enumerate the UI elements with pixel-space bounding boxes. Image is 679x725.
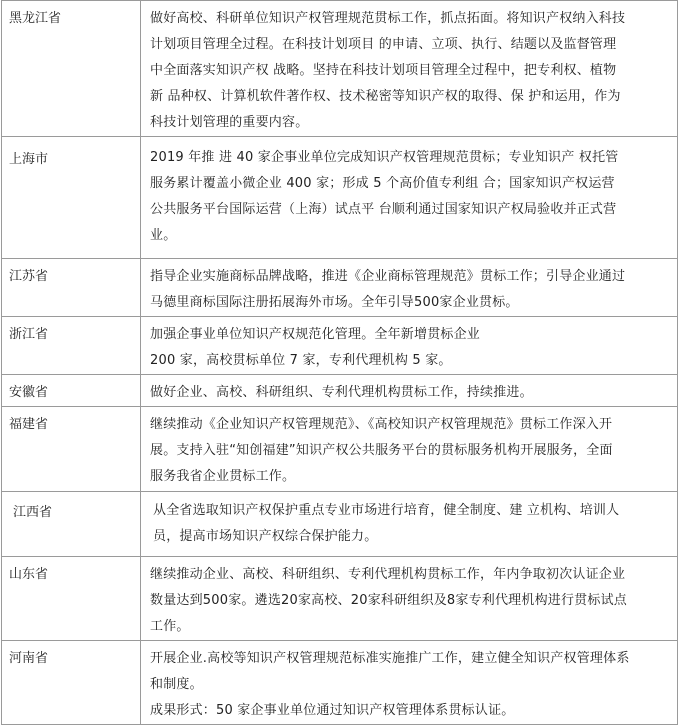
description-cell: [141, 492, 678, 557]
province-cell: 安徽省: [2, 375, 141, 407]
table-row: [2, 492, 678, 557]
description-line: 工作。: [150, 619, 190, 634]
description-line: 新 品种权、计算机软件著作权、技术秘密等知识产权的取得、保 护和运用，作为: [150, 89, 621, 104]
description-line: 展。支持入驻“知创福建”知识产权公共服务平台的贯标服务机构开展服务，全面: [150, 443, 613, 458]
description-line: 员，提高市场知识产权综合保护能力。: [153, 529, 378, 544]
description-line: 成果形式：50 家企事业单位通过知识产权管理体系贯标认证。: [150, 703, 515, 718]
province-cell: 河南省: [2, 641, 141, 725]
description-cell: [141, 407, 678, 492]
province-cell: 江苏省: [2, 259, 141, 317]
description-line: 中全面落实知识产权 战略。坚持在科技计划项目管理全过程中，把专利权、植物: [150, 63, 617, 78]
description-line: 公共服务平台国际运营（上海）试点平 台顺利通过国家知识产权局验收并正式营: [150, 202, 617, 217]
description-line: 做好高校、科研单位知识产权管理规范贯标工作，抓点拓面。将知识产权纳入科技: [150, 11, 626, 26]
table-row: [2, 1, 678, 137]
description-line: 马德里商标国际注册拓展海外市场。全年引导500家企业贯标。: [150, 295, 519, 310]
description-cell: [141, 375, 678, 407]
table-row: [2, 259, 678, 317]
description-line: 和制度。: [150, 677, 203, 692]
province-cell: 浙江省: [2, 317, 141, 375]
description-line: 科技计划管理的重要内容。: [150, 115, 309, 130]
description-line: 数量达到500家。遴选20家高校、20家科研组织及8家专利代理机构进行贯标试点: [150, 593, 627, 608]
province-cell: [2, 137, 141, 259]
description-line: 指导企业实施商标品牌战略，推进《企业商标管理规范》贯标工作；引导企业通过: [150, 269, 626, 284]
description-line: 业。: [150, 228, 177, 243]
table-row: [2, 375, 678, 407]
description-line: 计划项目管理全过程。在科技计划项目 的申请、立项、执行、结题以及监督管理: [150, 37, 617, 52]
description-line: 做好企业、高校、科研组织、专利代理机构贯标工作，持续推进。: [150, 385, 533, 400]
description-cell: [141, 641, 678, 725]
province-label: 上海市: [9, 152, 49, 167]
table-row: [2, 137, 678, 259]
description-line: 2019 年推 进 40 家企事业单位完成知识产权管理规范贯标；专业知识产 权托管: [150, 150, 619, 165]
description-cell: [141, 317, 678, 375]
table-row: [2, 407, 678, 492]
description-line: 服务我省企业贯标工作。: [150, 469, 296, 484]
description-line: 从全省选取知识产权保护重点专业市场进行培育，健全制度、建 立机构、培训人: [153, 503, 620, 518]
description-cell: [141, 1, 678, 137]
province-cell: [2, 492, 141, 557]
table-row: [2, 317, 678, 375]
table-row: [2, 641, 678, 725]
description-line: 加强企事业单位知识产权规范化管理。全年新增贯标企业: [150, 327, 481, 342]
table-row: [2, 557, 678, 641]
description-cell: [141, 557, 678, 641]
description-line: 开展企业.高校等知识产权管理规范标准实施推广工作，建立健全知识产权管理体系: [150, 651, 630, 666]
description-line: 200 家，高校贯标单位 7 家，专利代理机构 5 家。: [150, 353, 452, 368]
description-line: 继续推动企业、高校、科研组织、专利代理机构贯标工作，年内争取初次认证企业: [150, 567, 626, 582]
description-cell: [141, 137, 678, 259]
description-line: 继续推动《企业知识产权管理规范》、《高校知识产权管理规范》贯标工作深入开: [150, 417, 613, 432]
province-cell: 黑龙江省: [2, 1, 141, 137]
province-cell: 山东省: [2, 557, 141, 641]
description-line: 服务累计覆盖小微企业 400 家；形成 5 个高价值专利组 合；国家知识产权运营: [150, 176, 615, 191]
description-cell: [141, 259, 678, 317]
province-label: 江西省: [13, 505, 53, 520]
ip-standard-table: [1, 0, 678, 725]
province-cell: 福建省: [2, 407, 141, 492]
